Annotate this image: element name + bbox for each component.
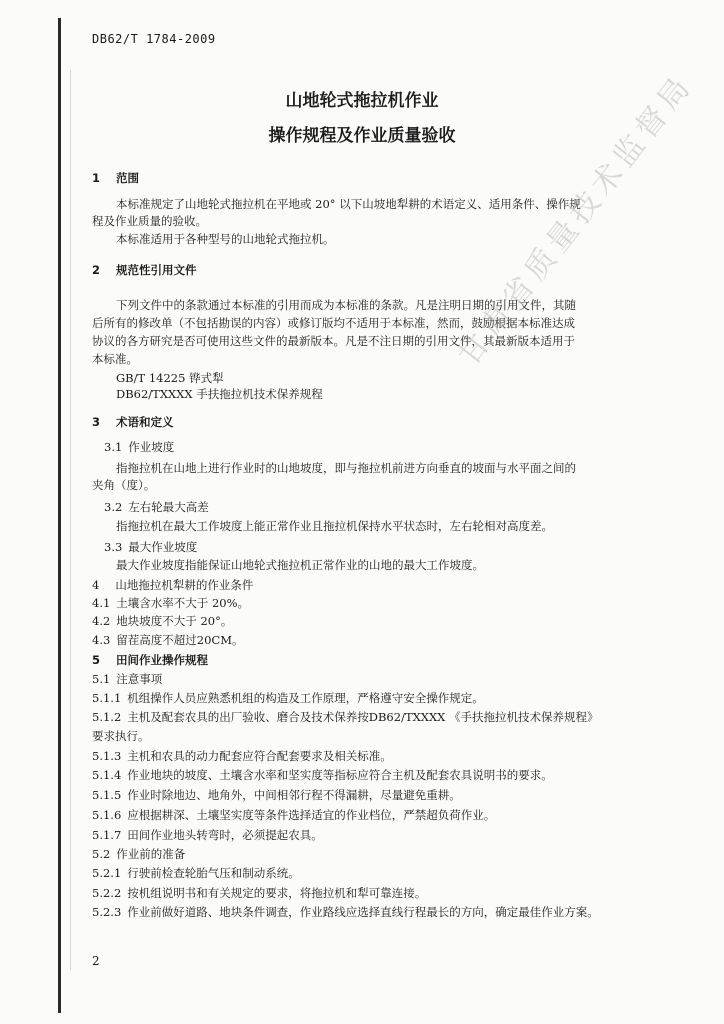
text-line <box>104 500 209 514</box>
text-line <box>92 828 323 842</box>
document-title-line1: 山地轮式拖拉机作业 <box>285 91 439 111</box>
section-number: 5.1 <box>92 672 111 686</box>
section-number: 3.2 <box>104 500 123 514</box>
line-text: 协议的各方研究是否可使用这些文件的最新版本。凡是不注日期的引用文件，其最新版本适用于 <box>92 334 575 348</box>
section-number: 3 <box>92 415 101 429</box>
line-text: 术语和定义 <box>116 415 174 429</box>
line-text: GB/T 14225 铧式犁 <box>116 371 224 385</box>
line-text: 本标准适用于各种型号的山地轮式拖拉机。 <box>116 232 335 246</box>
line-text: 山地拖拉机犁耕的作业条件 <box>115 578 254 592</box>
section-number: 5.2.2 <box>92 886 122 900</box>
section-number: 2 <box>92 263 101 277</box>
text-line <box>116 387 323 401</box>
text-line <box>92 866 300 880</box>
section-number: 5.2 <box>92 847 111 861</box>
line-text: 作业前的准备 <box>116 847 186 861</box>
text-line <box>104 540 197 554</box>
line-text: 作业地块的坡度、土壤含水率和坚实度等指标应符合主机及配套农具说明书的要求。 <box>127 768 553 782</box>
text-line <box>92 578 253 592</box>
text-line <box>92 653 208 667</box>
text-line <box>92 710 599 724</box>
text-line <box>92 749 392 763</box>
section-number: 3.1 <box>104 440 123 454</box>
line-text: 应根据耕深、土壤坚实度等条件选择适宜的作业档位，严禁超负荷作业。 <box>127 808 496 822</box>
text-line <box>92 788 461 802</box>
section-number: 5.1.7 <box>92 828 122 842</box>
line-text: 程及作业质量的验收。 <box>92 214 207 228</box>
text-line <box>92 614 232 628</box>
line-text: 机组操作人员应熟悉机组的构造及工作原理，严格遵守安全操作规定。 <box>127 691 484 705</box>
text-line <box>104 440 174 454</box>
line-text: 要求执行。 <box>92 729 150 743</box>
text-line <box>92 478 155 492</box>
line-text: 下列文件中的条款通过本标准的引用而成为本标准的条款。凡是注明日期的引用文件，其随 <box>116 298 576 312</box>
text-line <box>92 905 599 919</box>
section-number: 5.1.3 <box>92 749 122 763</box>
section-number: 4.1 <box>92 596 111 610</box>
text-line <box>92 415 174 429</box>
page-shadow-line <box>70 70 71 970</box>
line-text: 作业时除地边、地角外，中间相邻行程不得漏耕，尽量避免重耕。 <box>127 788 461 802</box>
section-number: 5.1.2 <box>92 710 122 724</box>
line-text: 本标准。 <box>92 352 138 366</box>
watermark-stamp: 甘肃省质量技术监督局 <box>451 67 701 373</box>
line-text: 左右轮最大高差 <box>128 500 209 514</box>
text-line <box>92 847 185 861</box>
text-line <box>92 729 150 743</box>
line-text: 作业前做好道路、地块条件调查，作业路线应选择直线行程最长的方向，确定最佳作业方案。 <box>127 905 599 919</box>
line-text: 后所有的修改单（不包括勘误的内容）或修订版均不适用于本标准，然而，鼓励根据本标准达成 <box>92 316 575 330</box>
text-line <box>92 263 197 277</box>
text-line <box>92 633 244 647</box>
page-number: 2 <box>92 954 100 968</box>
line-text: 地块坡度不大于 20°。 <box>116 614 233 628</box>
section-number: 5.1.5 <box>92 788 122 802</box>
line-text: 作业坡度 <box>128 440 175 454</box>
text-line <box>116 371 224 385</box>
text-line <box>92 352 138 366</box>
section-number: 1 <box>92 171 101 185</box>
text-line <box>116 197 581 211</box>
line-text: 主机及配套农具的出厂验收、磨合及技术保养按DB62/TXXXX 《手扶拖拉机技术保养规程》 <box>127 710 599 724</box>
section-number: 5.1.6 <box>92 808 122 822</box>
section-number: 4.2 <box>92 614 111 628</box>
document-code: DB62/T 1784-2009 <box>92 32 216 46</box>
line-text: 行驶前检查轮胎气压和制动系统。 <box>127 866 300 880</box>
text-line <box>92 886 426 900</box>
text-line <box>116 232 335 246</box>
line-text: DB62/TXXXX 手扶拖拉机技术保养规程 <box>116 387 323 401</box>
text-line <box>116 461 576 475</box>
section-number: 5.2.1 <box>92 866 122 880</box>
text-line <box>92 768 553 782</box>
line-text: 按机组说明书和有关规定的要求，将拖拉机和犁可靠连接。 <box>127 886 427 900</box>
line-text: 指拖拉机在山地上进行作业时的山地坡度，即与拖拉机前进方向垂直的坡面与水平面之间的 <box>116 461 576 475</box>
text-line <box>92 691 484 705</box>
document-title-line2: 操作规程及作业质量验收 <box>268 126 456 146</box>
line-text: 田间作业地头转弯时，必须提起农具。 <box>127 828 323 842</box>
section-number: 4.3 <box>92 633 111 647</box>
text-line <box>116 558 484 572</box>
line-text: 最大作业坡度 <box>128 540 198 554</box>
section-number: 3.3 <box>104 540 123 554</box>
binding-edge <box>58 18 61 1013</box>
line-text: 规范性引用文件 <box>116 263 197 277</box>
section-number: 5.1.4 <box>92 768 122 782</box>
text-line <box>92 596 249 610</box>
text-line <box>92 808 495 822</box>
line-text: 本标准规定了山地轮式拖拉机在平地或 20° 以下山坡地犁耕的术语定义、适用条件、操作规 <box>116 197 581 211</box>
section-number: 4 <box>92 578 100 592</box>
section-number: 5.2.3 <box>92 905 122 919</box>
line-text: 土壤含水率不大于 20%。 <box>116 596 250 610</box>
section-number: 5.1.1 <box>92 691 122 705</box>
line-text: 田间作业操作规程 <box>116 653 209 667</box>
line-text: 注意事项 <box>116 672 163 686</box>
text-line <box>116 519 553 533</box>
line-text: 主机和农具的动力配套应符合配套要求及相关标准。 <box>127 749 392 763</box>
line-text: 夹角（度）。 <box>92 478 156 492</box>
text-line <box>92 171 139 185</box>
line-text: 最大作业坡度指能保证山地轮式拖拉机正常作业的山地的最大工作坡度。 <box>116 558 484 572</box>
section-number: 5 <box>92 653 101 667</box>
text-line <box>92 214 207 228</box>
line-text: 留茬高度不超过20CM。 <box>116 633 244 647</box>
line-text: 指拖拉机在最大工作坡度上能正常作业且拖拉机保持水平状态时，左右轮相对高度差。 <box>116 519 553 533</box>
text-line <box>92 672 162 686</box>
line-text: 范围 <box>116 171 140 185</box>
